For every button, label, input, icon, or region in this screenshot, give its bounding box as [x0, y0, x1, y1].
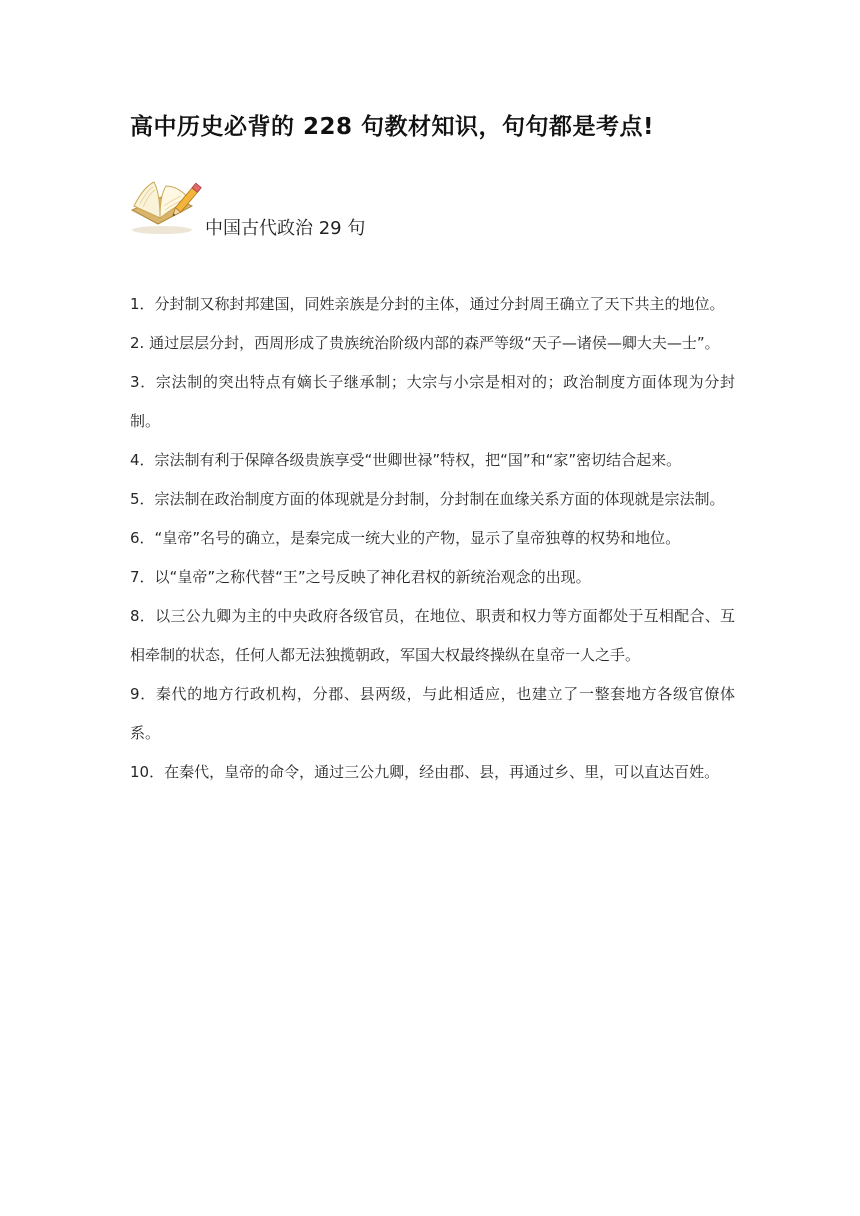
list-item: 3．宗法制的突出特点有嫡长子继承制；大宗与小宗是相对的；政治制度方面体现为分封制。: [130, 373, 735, 430]
list-item: 6．“皇帝”名号的确立，是秦完成一统大业的产物，显示了皇帝独尊的权势和地位。: [130, 529, 681, 547]
section-heading: 中国古代政治 29 句: [205, 218, 366, 239]
notebook-pencil-icon: [128, 172, 208, 238]
list-item: 2. 通过层层分封，西周形成了贵族统治阶级内部的森严等级“天子—诸侯—卿大夫—士”。: [130, 334, 720, 352]
knowledge-list: [130, 285, 735, 792]
document-title: 高中历史必背的 228 句教材知识，句句都是考点!: [130, 114, 655, 140]
list-item: 8．以三公九卿为主的中央政府各级官员，在地位、职责和权力等方面都处于互相配合、互相牵制的状态，任何人都无法独揽朝政，军国大权最终操纵在皇帝一人之手。: [130, 607, 735, 664]
list-item: 4．宗法制有利于保障各级贵族享受“世卿世禄”特权，把“国”和“家”密切结合起来。: [130, 451, 682, 469]
list-item: 7．以“皇帝”之称代替“王”之号反映了神化君权的新统治观念的出现。: [130, 568, 591, 586]
list-item: 5．宗法制在政治制度方面的体现就是分封制，分封制在血缘关系方面的体现就是宗法制。: [130, 490, 725, 508]
list-item: 9．秦代的地方行政机构，分郡、县两级，与此相适应，也建立了一整套地方各级官僚体系。: [130, 685, 735, 742]
list-item: 10．在秦代，皇帝的命令，通过三公九卿，经由郡、县，再通过乡、里，可以直达百姓。: [130, 763, 720, 781]
list-item: 1．分封制又称封邦建国，同姓亲族是分封的主体，通过分封周王确立了天下共主的地位。: [130, 295, 725, 313]
